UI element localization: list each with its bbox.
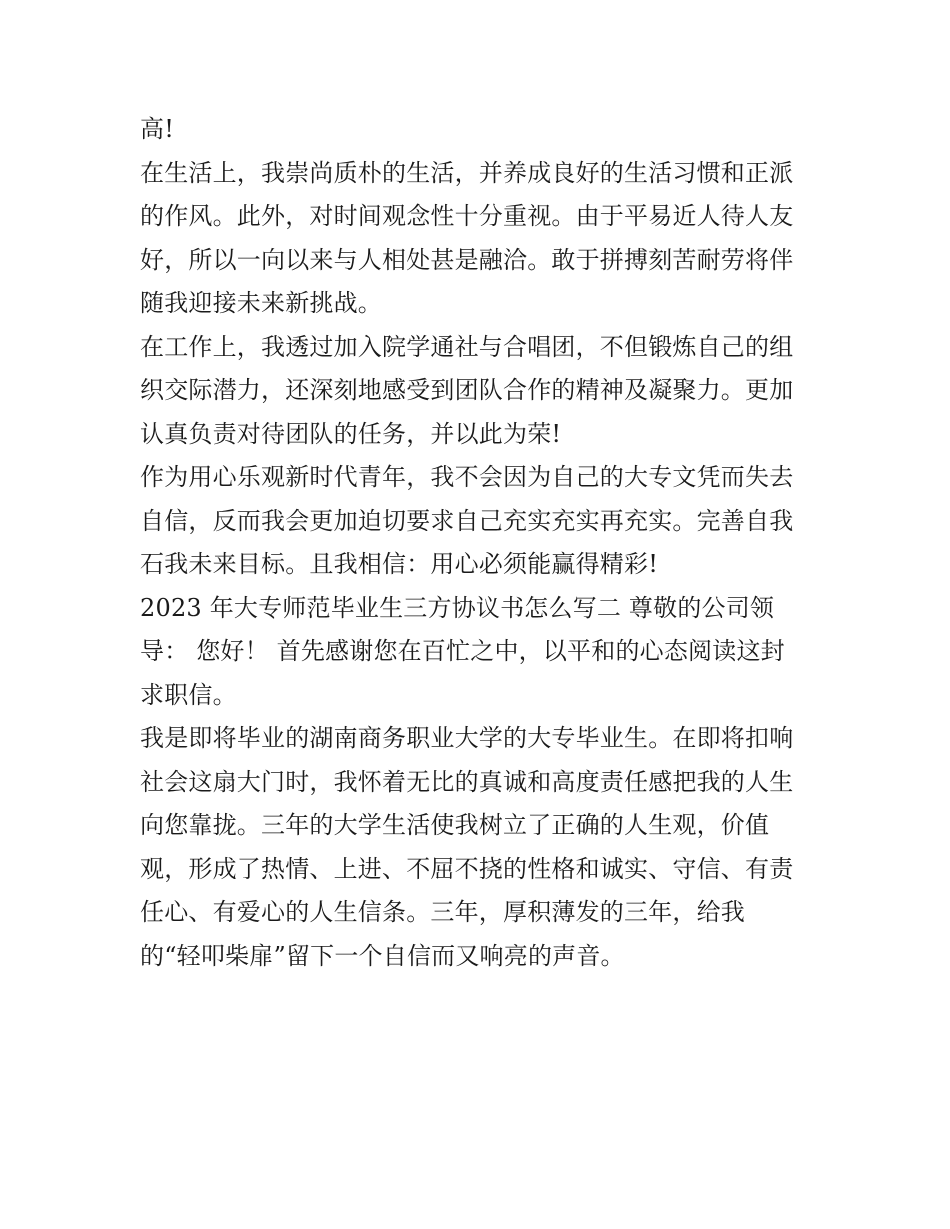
- text-line: 2023 年大专师范毕业生三方协议书怎么写二 尊敬的公司领: [140, 593, 775, 622]
- text-line: 的“轻叩柴扉”留下一个自信而又响亮的声音。: [140, 941, 625, 970]
- document-body: [140, 108, 820, 978]
- text-line: 石我未来目标。且我相信：用心必须能赢得精彩!: [140, 550, 659, 578]
- text-line: 织交际潜力，还深刻地感受到团队合作的精神及凝聚力。更加: [140, 376, 794, 404]
- text-line: 作为用心乐观新时代青年，我不会因为自己的大专文凭而失去: [140, 463, 794, 491]
- text-line: 观，形成了热情、上进、不屈不挠的性格和诚实、守信、有责: [140, 854, 794, 883]
- text-line: 自信，反而我会更加迫切要求自己充实充实再充实。完善自我: [140, 506, 794, 535]
- text-line: 高!: [140, 115, 175, 143]
- text-line: 求职信。: [140, 680, 237, 709]
- text-line: 向您靠拢。三年的大学生活使我树立了正确的人生观，价值: [140, 811, 770, 839]
- text-line: 社会这扇大门时，我怀着无比的真诚和高度责任感把我的人生: [140, 767, 794, 796]
- text-line: 好，所以一向以来与人相处甚是融洽。敢于拼搏刻苦耐劳将伴: [140, 245, 794, 274]
- text-line: 随我迎接未来新挑战。: [140, 289, 382, 317]
- text-line: 我是即将毕业的湖南商务职业大学的大专毕业生。在即将扣响: [140, 724, 794, 752]
- text-line: 的作风。此外，对时间观念性十分重视。由于平易近人待人友: [140, 202, 794, 230]
- text-line: 在生活上，我崇尚质朴的生活，并养成良好的生活习惯和正派: [140, 158, 794, 187]
- text-line: 导： 您好！ 首先感谢您在百忙之中，以平和的心态阅读这封: [140, 637, 785, 665]
- text-line: 在工作上，我透过加入院学通社与合唱团，不但锻炼自己的组: [140, 332, 794, 361]
- text-line: 认真负责对待团队的任务，并以此为荣!: [140, 419, 562, 448]
- text-line: 任心、有爱心的人生信条。三年，厚积薄发的三年，给我: [140, 898, 745, 926]
